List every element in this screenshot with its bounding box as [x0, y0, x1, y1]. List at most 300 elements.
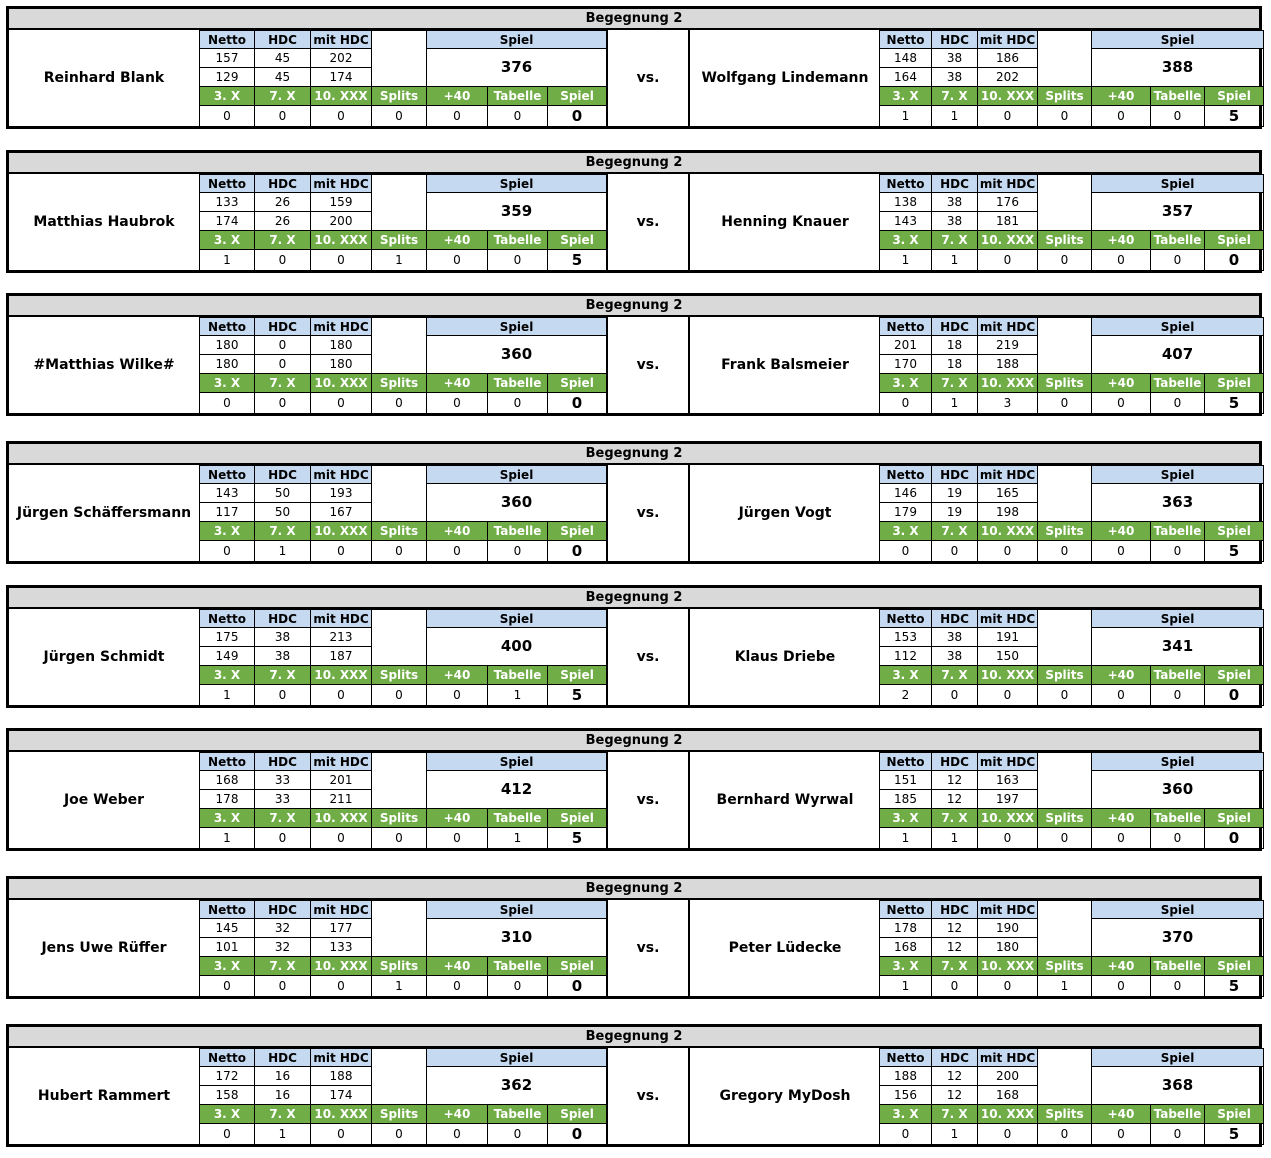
game-row-1: [880, 771, 1264, 790]
mit-hdc-header: mit HDC: [311, 753, 372, 771]
x3-header: 3. X: [200, 1105, 255, 1124]
plus40-value: 0: [427, 106, 488, 127]
bonus-values-row: [880, 393, 1264, 414]
tabelle-value: 0: [488, 1124, 548, 1145]
netto-value: 157: [200, 49, 255, 68]
x7-header: 7. X: [255, 522, 311, 541]
bonus-values-row: [200, 1124, 607, 1145]
left-player-name: #Matthias Wilke#: [33, 357, 175, 373]
splits-header: Splits: [372, 231, 427, 250]
tabelle-header: Tabelle: [1151, 87, 1205, 106]
x10-header: 10. XXX: [311, 231, 372, 250]
hdc-value: 38: [932, 49, 978, 68]
splits-header: Splits: [372, 666, 427, 685]
right-stats-table: [879, 465, 1264, 562]
bonus-header-row: [880, 231, 1264, 250]
plus40-value: 0: [1092, 828, 1151, 849]
match-block: [6, 1024, 1262, 1147]
spiel-points-value: 5: [548, 685, 607, 706]
game-row-1: [200, 484, 607, 503]
hdc-value: 19: [932, 484, 978, 503]
bonus-header-row: [880, 522, 1264, 541]
stats-header-row: [200, 753, 607, 771]
mit-hdc-value: 211: [311, 790, 372, 809]
spiel-points-value: 0: [1205, 828, 1264, 849]
hdc-value: 12: [932, 938, 978, 957]
tabelle-header: Tabelle: [1151, 374, 1205, 393]
x7-value: 0: [932, 541, 978, 562]
x7-header: 7. X: [932, 522, 978, 541]
blank-cell: [372, 1049, 427, 1067]
x3-header: 3. X: [880, 1105, 932, 1124]
total-score: 407: [1092, 336, 1264, 374]
netto-header: Netto: [200, 31, 255, 49]
left-player-name: Jürgen Schäffersmann: [16, 505, 192, 521]
left-stats-table: [199, 752, 607, 849]
spiel-header: Spiel: [1092, 610, 1264, 628]
bonus-values-row: [880, 541, 1264, 562]
x10-value: 0: [311, 393, 372, 414]
x3-header: 3. X: [200, 522, 255, 541]
splits-value: 0: [372, 1124, 427, 1145]
bonus-values-row: [880, 685, 1264, 706]
blank-cell: [1038, 753, 1092, 771]
x3-header: 3. X: [200, 957, 255, 976]
tabelle-header: Tabelle: [1151, 957, 1205, 976]
x10-value: 0: [978, 106, 1038, 127]
right-player-name: Peter Lüdecke: [728, 940, 842, 956]
total-score: 341: [1092, 628, 1264, 666]
mit-hdc-header: mit HDC: [311, 466, 372, 484]
spiel-points-header: Spiel: [548, 809, 607, 828]
spiel-header: Spiel: [427, 753, 607, 771]
splits-value: 0: [1038, 828, 1092, 849]
netto-header: Netto: [880, 610, 932, 628]
x7-value: 0: [255, 106, 311, 127]
hdc-header: HDC: [255, 753, 311, 771]
tabelle-header: Tabelle: [488, 87, 548, 106]
hdc-value: 32: [255, 919, 311, 938]
bonus-values-row: [200, 393, 607, 414]
spiel-points-value: 5: [1205, 106, 1264, 127]
splits-value: 0: [372, 106, 427, 127]
match-block: [6, 585, 1262, 708]
splits-header: Splits: [372, 809, 427, 828]
hdc-header: HDC: [932, 466, 978, 484]
mit-hdc-value: 198: [978, 503, 1038, 522]
x10-value: 0: [311, 976, 372, 997]
x10-value: 0: [311, 1124, 372, 1145]
netto-value: 180: [200, 336, 255, 355]
netto-value: 178: [880, 919, 932, 938]
left-player-name: Matthias Haubrok: [33, 214, 175, 230]
splits-value: 0: [1038, 393, 1092, 414]
x3-value: 0: [200, 976, 255, 997]
tabelle-value: 1: [488, 828, 548, 849]
hdc-header: HDC: [932, 901, 978, 919]
hdc-value: 38: [255, 628, 311, 647]
mit-hdc-value: 201: [311, 771, 372, 790]
mit-hdc-value: 163: [978, 771, 1038, 790]
x10-header: 10. XXX: [311, 87, 372, 106]
netto-value: 101: [200, 938, 255, 957]
mit-hdc-value: 180: [978, 938, 1038, 957]
mit-hdc-value: 150: [978, 647, 1038, 666]
netto-value: 175: [200, 628, 255, 647]
bonus-values-row: [880, 828, 1264, 849]
plus40-header: +40: [427, 809, 488, 828]
x3-value: 1: [880, 106, 932, 127]
bonus-header-row: [200, 231, 607, 250]
x10-value: 0: [978, 250, 1038, 271]
mit-hdc-value: 202: [311, 49, 372, 68]
x10-header: 10. XXX: [978, 809, 1038, 828]
netto-value: 129: [200, 68, 255, 87]
x10-value: 3: [978, 393, 1038, 414]
netto-value: 143: [880, 212, 932, 231]
tabelle-header: Tabelle: [488, 231, 548, 250]
splits-header: Splits: [1038, 1105, 1092, 1124]
blank-cell: [372, 919, 427, 957]
x7-header: 7. X: [255, 374, 311, 393]
netto-header: Netto: [200, 610, 255, 628]
mit-hdc-header: mit HDC: [978, 753, 1038, 771]
splits-header: Splits: [1038, 374, 1092, 393]
splits-value: 0: [1038, 106, 1092, 127]
netto-value: 174: [200, 212, 255, 231]
x3-value: 0: [200, 1124, 255, 1145]
blank-cell: [372, 466, 427, 484]
spiel-header: Spiel: [427, 175, 607, 193]
tabelle-value: 0: [488, 393, 548, 414]
x10-header: 10. XXX: [978, 666, 1038, 685]
bonus-header-row: [200, 957, 607, 976]
stats-header-row: [200, 1049, 607, 1067]
x3-value: 1: [200, 828, 255, 849]
x10-value: 0: [311, 250, 372, 271]
splits-header: Splits: [1038, 231, 1092, 250]
vs-label: vs.: [606, 609, 690, 705]
blank-cell: [372, 193, 427, 231]
netto-header: Netto: [200, 901, 255, 919]
total-score: 310: [427, 919, 607, 957]
mit-hdc-header: mit HDC: [311, 1049, 372, 1067]
plus40-header: +40: [1092, 666, 1151, 685]
x7-header: 7. X: [932, 957, 978, 976]
left-stats-table: [199, 609, 607, 706]
splits-value: 0: [372, 685, 427, 706]
mit-hdc-value: 202: [978, 68, 1038, 87]
netto-header: Netto: [880, 901, 932, 919]
match-title: Begegnung 2: [9, 1027, 1259, 1048]
mit-hdc-value: 180: [311, 355, 372, 374]
match-title: Begegnung 2: [9, 9, 1259, 30]
x7-value: 1: [932, 1124, 978, 1145]
vs-label: vs.: [606, 174, 690, 270]
spiel-points-header: Spiel: [1205, 374, 1264, 393]
right-player-name: Klaus Driebe: [734, 649, 836, 665]
netto-header: Netto: [200, 1049, 255, 1067]
tabelle-value: 1: [488, 685, 548, 706]
netto-value: 178: [200, 790, 255, 809]
plus40-value: 0: [1092, 685, 1151, 706]
x10-header: 10. XXX: [311, 522, 372, 541]
total-score: 400: [427, 628, 607, 666]
hdc-value: 12: [932, 1067, 978, 1086]
hdc-value: 12: [932, 771, 978, 790]
spiel-points-value: 0: [1205, 250, 1264, 271]
mit-hdc-value: 200: [978, 1067, 1038, 1086]
stats-header-row: [880, 466, 1264, 484]
x7-value: 0: [255, 828, 311, 849]
netto-value: 138: [880, 193, 932, 212]
right-stats-table: [879, 1048, 1264, 1145]
left-stats-table: [199, 174, 607, 271]
bonus-values-row: [200, 976, 607, 997]
vs-label: vs.: [606, 317, 690, 413]
x3-header: 3. X: [200, 374, 255, 393]
x7-header: 7. X: [255, 957, 311, 976]
right-stats-table: [879, 900, 1264, 997]
x7-value: 1: [932, 828, 978, 849]
x10-header: 10. XXX: [311, 1105, 372, 1124]
tabelle-header: Tabelle: [1151, 522, 1205, 541]
tabelle-value: 0: [488, 976, 548, 997]
blank-cell: [372, 318, 427, 336]
stats-header-row: [880, 175, 1264, 193]
left-player-name: Jürgen Schmidt: [43, 649, 165, 665]
mit-hdc-value: 168: [978, 1086, 1038, 1105]
hdc-value: 45: [255, 49, 311, 68]
hdc-header: HDC: [932, 318, 978, 336]
x10-header: 10. XXX: [978, 374, 1038, 393]
mit-hdc-value: 186: [978, 49, 1038, 68]
x7-value: 0: [255, 685, 311, 706]
blank-cell: [1038, 193, 1092, 231]
plus40-header: +40: [1092, 87, 1151, 106]
match-block: [6, 150, 1262, 273]
hdc-value: 50: [255, 484, 311, 503]
total-score: 370: [1092, 919, 1264, 957]
total-score: 362: [427, 1067, 607, 1105]
netto-header: Netto: [880, 466, 932, 484]
splits-header: Splits: [372, 957, 427, 976]
mit-hdc-header: mit HDC: [978, 466, 1038, 484]
x3-value: 1: [880, 828, 932, 849]
mit-hdc-value: 197: [978, 790, 1038, 809]
mit-hdc-header: mit HDC: [311, 31, 372, 49]
mit-hdc-value: 190: [978, 919, 1038, 938]
x3-header: 3. X: [880, 957, 932, 976]
x10-header: 10. XXX: [978, 957, 1038, 976]
tabelle-value: 0: [488, 250, 548, 271]
mit-hdc-value: 191: [978, 628, 1038, 647]
x7-header: 7. X: [255, 1105, 311, 1124]
x10-header: 10. XXX: [978, 231, 1038, 250]
netto-value: 149: [200, 647, 255, 666]
hdc-header: HDC: [932, 610, 978, 628]
game-row-1: [880, 484, 1264, 503]
spiel-points-header: Spiel: [548, 1105, 607, 1124]
x10-value: 0: [311, 106, 372, 127]
x10-value: 0: [311, 828, 372, 849]
hdc-value: 32: [255, 938, 311, 957]
match-block: [6, 293, 1262, 416]
total-score: 360: [1092, 771, 1264, 809]
plus40-header: +40: [427, 374, 488, 393]
splits-header: Splits: [372, 522, 427, 541]
hdc-value: 18: [932, 336, 978, 355]
hdc-header: HDC: [255, 901, 311, 919]
hdc-header: HDC: [932, 31, 978, 49]
x3-value: 0: [200, 541, 255, 562]
splits-value: 0: [1038, 541, 1092, 562]
game-row-1: [200, 771, 607, 790]
x10-value: 0: [978, 976, 1038, 997]
netto-header: Netto: [880, 1049, 932, 1067]
hdc-value: 0: [255, 336, 311, 355]
hdc-header: HDC: [932, 175, 978, 193]
plus40-value: 0: [427, 393, 488, 414]
x7-header: 7. X: [255, 87, 311, 106]
splits-header: Splits: [1038, 957, 1092, 976]
spiel-points-header: Spiel: [1205, 809, 1264, 828]
tabelle-header: Tabelle: [1151, 1105, 1205, 1124]
netto-value: 153: [880, 628, 932, 647]
blank-cell: [372, 484, 427, 522]
tabelle-value: 0: [1151, 541, 1205, 562]
netto-value: 148: [880, 49, 932, 68]
right-stats-table: [879, 174, 1264, 271]
tabelle-header: Tabelle: [488, 666, 548, 685]
hdc-value: 26: [255, 212, 311, 231]
splits-value: 1: [372, 976, 427, 997]
x7-value: 0: [255, 976, 311, 997]
plus40-header: +40: [427, 666, 488, 685]
tabelle-value: 0: [1151, 393, 1205, 414]
bonus-header-row: [880, 1105, 1264, 1124]
mit-hdc-header: mit HDC: [978, 318, 1038, 336]
left-player-name: Reinhard Blank: [43, 70, 165, 86]
total-score: 376: [427, 49, 607, 87]
spiel-points-header: Spiel: [1205, 957, 1264, 976]
bonus-values-row: [200, 828, 607, 849]
spiel-points-value: 0: [1205, 685, 1264, 706]
hdc-value: 45: [255, 68, 311, 87]
bonus-header-row: [880, 666, 1264, 685]
blank-cell: [372, 336, 427, 374]
spiel-points-value: 0: [548, 393, 607, 414]
spiel-points-value: 0: [548, 976, 607, 997]
spiel-header: Spiel: [1092, 318, 1264, 336]
spiel-points-header: Spiel: [548, 522, 607, 541]
splits-value: 0: [1038, 685, 1092, 706]
splits-header: Splits: [1038, 87, 1092, 106]
stats-header-row: [200, 466, 607, 484]
blank-cell: [1038, 49, 1092, 87]
bonus-values-row: [200, 250, 607, 271]
mit-hdc-header: mit HDC: [978, 31, 1038, 49]
x7-value: 0: [932, 976, 978, 997]
tabelle-value: 0: [488, 106, 548, 127]
stats-header-row: [880, 901, 1264, 919]
x3-header: 3. X: [200, 809, 255, 828]
spiel-points-value: 0: [548, 1124, 607, 1145]
spiel-points-header: Spiel: [548, 374, 607, 393]
x7-header: 7. X: [255, 666, 311, 685]
hdc-value: 18: [932, 355, 978, 374]
spiel-header: Spiel: [1092, 901, 1264, 919]
blank-cell: [1038, 336, 1092, 374]
x7-header: 7. X: [932, 87, 978, 106]
mit-hdc-value: 181: [978, 212, 1038, 231]
x3-value: 0: [880, 541, 932, 562]
spiel-header: Spiel: [427, 318, 607, 336]
stats-header-row: [880, 318, 1264, 336]
bonus-values-row: [880, 1124, 1264, 1145]
netto-value: 164: [880, 68, 932, 87]
spiel-points-header: Spiel: [548, 231, 607, 250]
game-row-1: [880, 193, 1264, 212]
mit-hdc-value: 176: [978, 193, 1038, 212]
hdc-value: 16: [255, 1067, 311, 1086]
hdc-value: 38: [932, 193, 978, 212]
mit-hdc-value: 188: [311, 1067, 372, 1086]
x10-value: 0: [978, 828, 1038, 849]
left-stats-table: [199, 465, 607, 562]
blank-cell: [1038, 901, 1092, 919]
x7-header: 7. X: [932, 809, 978, 828]
spiel-points-header: Spiel: [1205, 231, 1264, 250]
spiel-header: Spiel: [427, 31, 607, 49]
plus40-value: 0: [427, 1124, 488, 1145]
bonus-values-row: [880, 250, 1264, 271]
netto-value: 168: [880, 938, 932, 957]
mit-hdc-header: mit HDC: [311, 610, 372, 628]
netto-value: 188: [880, 1067, 932, 1086]
x3-value: 1: [200, 250, 255, 271]
plus40-value: 0: [1092, 393, 1151, 414]
splits-value: 1: [372, 250, 427, 271]
plus40-header: +40: [427, 231, 488, 250]
x7-header: 7. X: [255, 809, 311, 828]
spiel-header: Spiel: [1092, 31, 1264, 49]
hdc-header: HDC: [255, 175, 311, 193]
hdc-header: HDC: [255, 1049, 311, 1067]
x3-header: 3. X: [880, 87, 932, 106]
plus40-header: +40: [1092, 809, 1151, 828]
netto-value: 151: [880, 771, 932, 790]
x7-value: 1: [932, 250, 978, 271]
stats-header-row: [880, 610, 1264, 628]
x3-header: 3. X: [880, 522, 932, 541]
netto-value: 146: [880, 484, 932, 503]
spiel-points-header: Spiel: [1205, 1105, 1264, 1124]
netto-value: 133: [200, 193, 255, 212]
match-block: [6, 441, 1262, 564]
blank-cell: [372, 753, 427, 771]
bonus-header-row: [200, 374, 607, 393]
blank-cell: [1038, 1049, 1092, 1067]
splits-header: Splits: [1038, 666, 1092, 685]
splits-value: 0: [1038, 250, 1092, 271]
hdc-value: 38: [932, 68, 978, 87]
netto-value: 179: [880, 503, 932, 522]
tabelle-header: Tabelle: [1151, 666, 1205, 685]
bonus-values-row: [200, 541, 607, 562]
netto-value: 168: [200, 771, 255, 790]
total-score: 363: [1092, 484, 1264, 522]
